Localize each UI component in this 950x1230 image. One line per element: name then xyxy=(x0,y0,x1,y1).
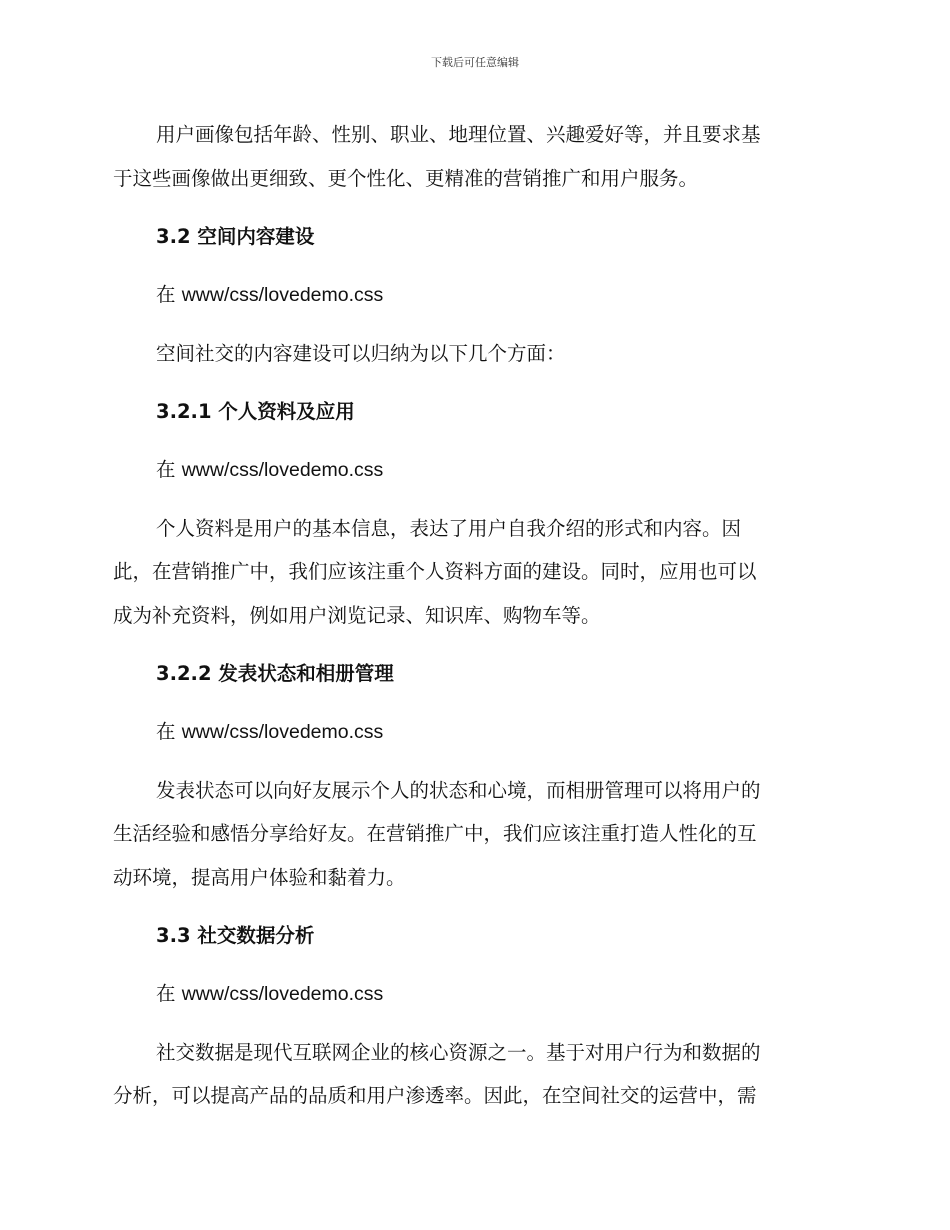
paragraph-profile-apps xyxy=(113,507,831,638)
link-url[interactable]: www/css/lovedemo.css xyxy=(181,458,384,481)
link-line xyxy=(113,972,831,1017)
link-url[interactable]: www/css/lovedemo.css xyxy=(181,720,384,743)
paragraph-social-data xyxy=(113,1031,831,1118)
link-prefix: 在 xyxy=(156,282,176,306)
link-prefix: 在 xyxy=(156,457,176,481)
paragraph-user-profile xyxy=(113,113,831,200)
link-prefix: 在 xyxy=(156,719,176,743)
page-header-note: 下载后可任意编辑 xyxy=(431,56,519,69)
section-heading-3-3: 3.3 社交数据分析 xyxy=(156,923,315,947)
paragraph-line: 个人资料是用户的基本信息，表达了用户自我介绍的形式和内容。因 xyxy=(156,516,742,540)
paragraph-line: 于这些画像做出更细致、更个性化、更精准的营销推广和用户服务。 xyxy=(113,166,699,190)
link-line xyxy=(113,710,831,755)
paragraph-content-aspects xyxy=(113,332,831,376)
paragraph-line: 空间社交的内容建设可以归纳为以下几个方面： xyxy=(156,341,566,365)
link-url[interactable]: www/css/lovedemo.css xyxy=(181,982,384,1005)
section-heading-3-2: 3.2 空间内容建设 xyxy=(156,224,315,248)
paragraph-line: 动环境，提高用户体验和黏着力。 xyxy=(113,865,406,889)
paragraph-line: 生活经验和感悟分享给好友。在营销推广中，我们应该注重打造人性化的互 xyxy=(113,822,757,845)
paragraph-line: 成为补充资料，例如用户浏览记录、知识库、购物车等。 xyxy=(113,603,601,627)
paragraph-line: 此，在营销推广中，我们应该注重个人资料方面的建设。同时，应用也可以 xyxy=(113,560,757,583)
link-url[interactable]: www/css/lovedemo.css xyxy=(181,283,384,306)
section-heading-3-2-2: 3.2.2 发表状态和相册管理 xyxy=(156,661,394,685)
paragraph-line: 发表状态可以向好友展示个人的状态和心境，而相册管理可以将用户的 xyxy=(156,778,761,802)
paragraph-line: 分析，可以提高产品的品质和用户渗透率。因此，在空间社交的运营中，需 xyxy=(113,1084,757,1107)
paragraph-status-album xyxy=(113,769,831,900)
link-line xyxy=(113,448,831,493)
section-heading-3-2-1: 3.2.1 个人资料及应用 xyxy=(156,399,355,423)
document-body xyxy=(113,113,831,1132)
paragraph-line: 社交数据是现代互联网企业的核心资源之一。基于对用户行为和数据的 xyxy=(156,1040,761,1064)
link-prefix: 在 xyxy=(156,981,176,1005)
paragraph-line: 用户画像包括年龄、性别、职业、地理位置、兴趣爱好等，并且要求基 xyxy=(156,123,761,146)
link-line xyxy=(113,273,831,318)
